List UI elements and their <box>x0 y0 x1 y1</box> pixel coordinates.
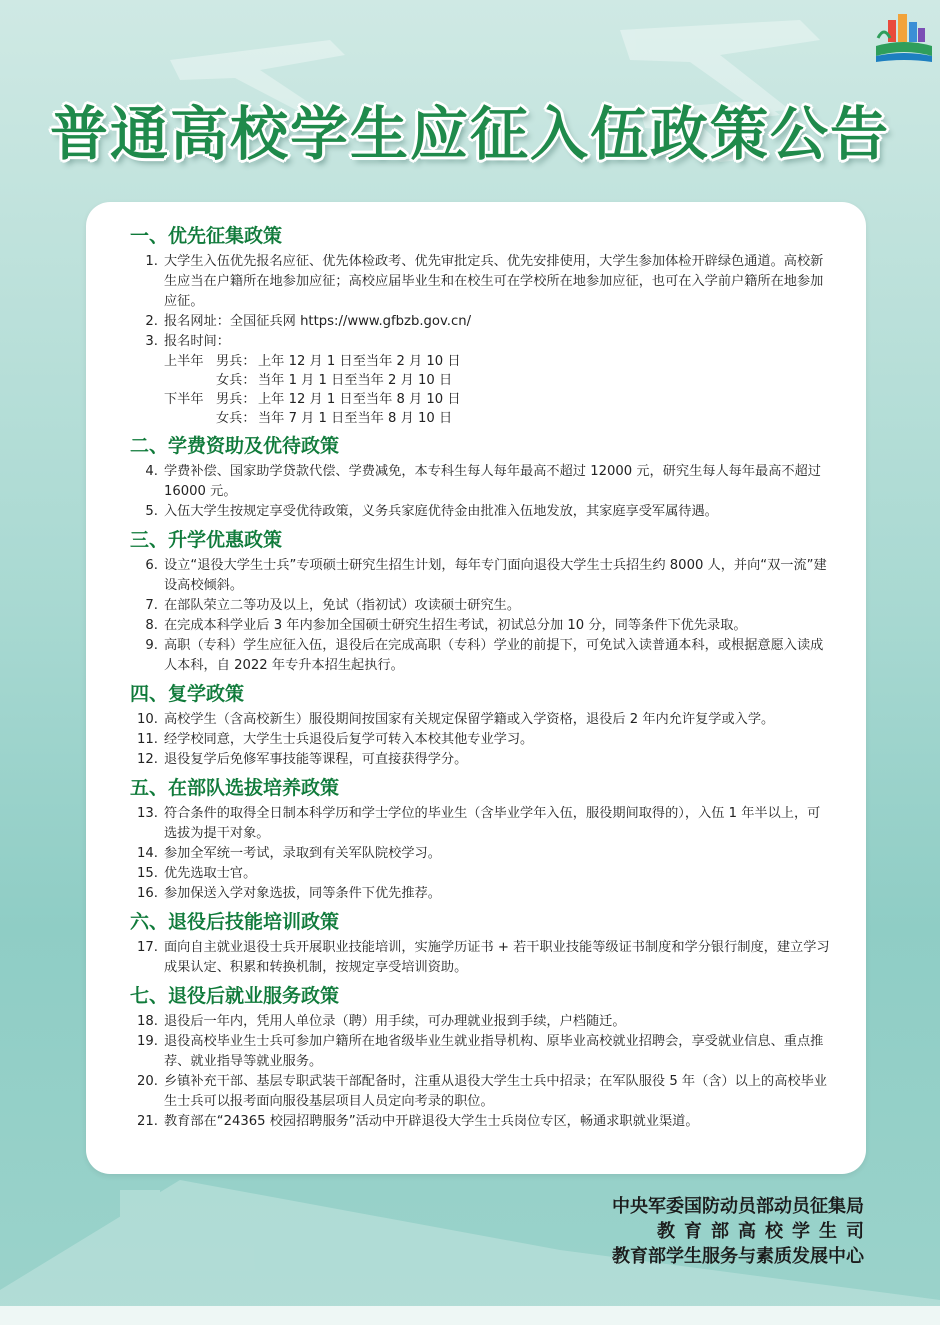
policy-card <box>86 202 866 1174</box>
registration-schedule <box>130 352 830 428</box>
list-item: 8. 在完成本科学业后 3 年内参加全国硕士研究生招生考试，初试总分加 10 分，同等条件下优先录取。 <box>145 618 747 633</box>
list-item: 1. 大学生入伍优先报名应征、优先体检政考、优先审批定兵、优先安排使用，大学生参加体检开辟绿色通道。高校新生应当在户籍所在地参加应征；高校应届毕业生和在校生可在学校所在地参加应征，也可在入学前户籍所在地参加应征。 <box>145 254 824 309</box>
list-item: 6. 设立“退役大学生士兵”专项硕士研究生招生计划，每年专门面向退役大学生士兵招生约 8000 人，并向“双一流”建设高校倾斜。 <box>145 558 827 593</box>
schedule-row: 女兵： 当年 1 月 1 日至当年 2 月 10 日 <box>216 373 453 388</box>
section-employment-service <box>130 980 830 1132</box>
list-item: 21. 教育部在“24365 校园招聘服务”活动中开辟退役大学生士兵岗位专区，畅通求职就业渠道。 <box>137 1114 699 1129</box>
section-skills-training <box>130 906 830 978</box>
section-tuition-aid <box>130 430 830 522</box>
authority-line: 中央军委国防动员部动员征集局 <box>612 1196 864 1217</box>
list-item: 4. 学费补偿、国家助学贷款代偿、学费减免，本专科生每人每年最高不超过 12000 元，研究生每人每年最高不超过 16000 元。 <box>145 464 821 499</box>
list-item: 19. 退役高校毕业生士兵可参加户籍所在地省级毕业生就业指导机构、原毕业高校就业招聘会，享受就业信息、重点推荐、就业指导等就业服务。 <box>137 1034 824 1069</box>
list-item: 10. 高校学生（含高校新生）服役期间按国家有关规定保留学籍或入学资格，退役后 2 年内允许复学或入学。 <box>137 712 775 727</box>
list-item: 5. 入伍大学生按规定享受优待政策，义务兵家庭优待金由批准入伍地发放，其家庭享受军属待遇。 <box>145 504 718 519</box>
section-priority-enlistment <box>130 220 830 428</box>
list-item: 2. 报名网址：全国征兵网 https://www.gfbzb.gov.cn/ <box>145 314 472 329</box>
list-item: 18. 退役后一年内，凭用人单位录（聘）用手续，可办理就业报到手续，户档随迁。 <box>137 1014 626 1029</box>
page-title: 普通高校学生应征入伍政策公告 <box>49 100 890 168</box>
list-item: 13. 符合条件的取得全日制本科学历和学士学位的毕业生（含毕业学年入伍，服役期间取得的），入伍 1 年半以上，可选拔为提干对象。 <box>137 806 821 841</box>
list-item: 14. 参加全军统一考试，录取到有关军队院校学习。 <box>137 846 441 861</box>
section-resume-study <box>130 678 830 770</box>
list-item: 17. 面向自主就业退役士兵开展职业技能培训，实施学历证书 + 若干职业技能等级证书制度和学分银行制度，建立学习成果认定、积累和转换机制，按规定享受培训资助。 <box>137 940 830 975</box>
section-title: 四、复学政策 <box>130 683 245 705</box>
schedule-row: 女兵： 当年 7 月 1 日至当年 8 月 10 日 <box>216 411 453 426</box>
section-further-study <box>130 524 830 676</box>
section-army-selection <box>130 772 830 904</box>
section-title: 七、退役后就业服务政策 <box>130 985 340 1007</box>
list-item: 3. 报名时间： <box>145 334 230 349</box>
list-item: 7. 在部队荣立二等功及以上，免试（指初试）攻读硕士研究生。 <box>145 598 521 613</box>
list-item: 11. 经学校同意，大学生士兵退役后复学可转入本校其他专业学习。 <box>137 732 534 747</box>
section-title: 五、在部队选拔培养政策 <box>130 777 340 799</box>
schedule-row: 上半年 男兵： 上年 12 月 1 日至当年 2 月 10 日 <box>164 354 461 369</box>
list-item: 16. 参加保送入学对象选拔，同等条件下优先推荐。 <box>137 886 441 901</box>
schedule-row: 下半年 男兵： 上年 12 月 1 日至当年 8 月 10 日 <box>164 392 461 407</box>
issuing-authorities <box>612 1194 873 1269</box>
section-title: 二、学费资助及优待政策 <box>130 435 340 457</box>
list-item: 20. 乡镇补充干部、基层专职武装干部配备时，注重从退役大学生士兵中招录；在军队服役 5 年（含）以上的高校毕业生士兵可以报考面向服役基层项目人员定向考录的职位。 <box>137 1074 827 1109</box>
buildings-logo-icon <box>874 12 934 68</box>
section-title: 一、优先征集政策 <box>130 225 283 247</box>
list-item: 12. 退役复学后免修军事技能等课程，可直接获得学分。 <box>137 752 468 767</box>
list-item: 15. 优先选取士官。 <box>137 866 257 881</box>
section-title: 六、退役后技能培训政策 <box>130 911 340 933</box>
authority-line: 教育部学生服务与素质发展中心 <box>612 1246 864 1267</box>
list-item: 9. 高职（专科）学生应征入伍，退役后在完成高职（专科）学业的前提下，可免试入读普通本科，或根据意愿入读成人本科，自 2022 年专升本招生起执行。 <box>145 638 824 673</box>
section-title: 三、升学优惠政策 <box>130 529 283 551</box>
authority-line: 教育部高校学生司 <box>657 1221 873 1242</box>
